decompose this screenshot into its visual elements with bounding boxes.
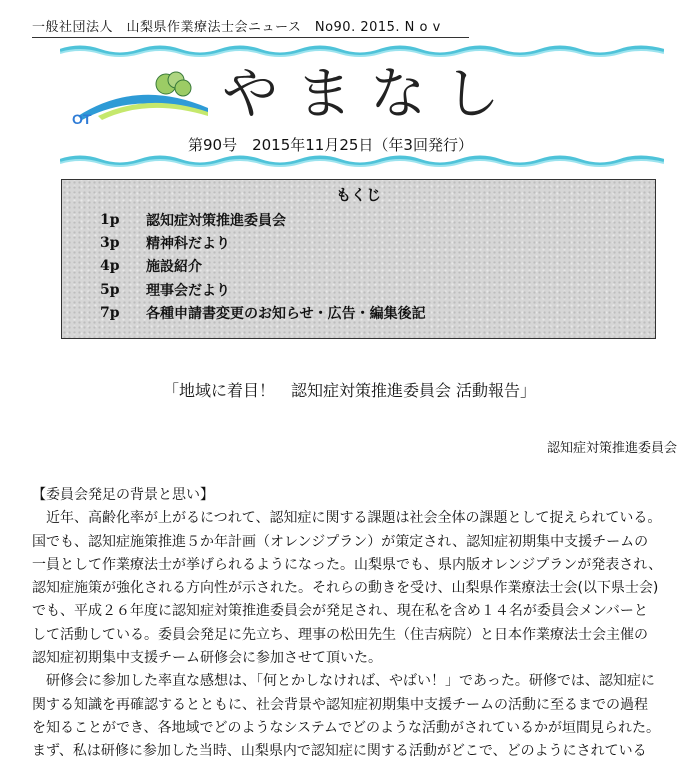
- toc-page-number: 3p: [100, 235, 120, 252]
- article-body: [32, 484, 672, 764]
- decorative-wave-bottom: [60, 154, 664, 168]
- article-line: 一員として作業療法士が挙げられるようになった。山梨県でも、県内版オレンジプランが発表され、: [32, 556, 663, 573]
- newsletter-title: やまなし: [222, 62, 518, 127]
- article-title: 「地域に着目！ 認知症対策推進委員会 活動報告」: [162, 381, 537, 400]
- toc-item-label: 理事会だより: [146, 282, 230, 299]
- article-line: 近年、高齢化率が上がるにつれて、認知症に関する課題は社会全体の課題として捉えられている。: [32, 510, 662, 527]
- decorative-wave-top: [60, 44, 664, 58]
- toc-item-label: 各種申請書変更のお知らせ・広告・編集後記: [146, 306, 426, 323]
- article-line: 関する知識を再確認するとともに、社会背景や認知症初期集中支援チームの活動に至るまでの過程: [32, 696, 648, 713]
- toc-list: [100, 208, 426, 325]
- toc-item-label: 精神科だより: [146, 236, 230, 253]
- issue-line: 第90号 2015年11月25日（年3回発行）: [188, 136, 473, 154]
- article-author: 認知症対策推進委員会: [546, 441, 677, 456]
- article-line: でも、平成２６年度に認知症対策推進委員会が発足され、現在私を含め１４名が委員会メンバーと: [32, 603, 648, 620]
- toc-item: [100, 255, 426, 278]
- logo-text: OT: [72, 111, 92, 127]
- article-line: 認知症初期集中支援チーム研修会に参加させて頂いた。: [32, 650, 382, 667]
- article-line: 国でも、認知症施策推進５か年計画（オレンジプラン）が策定され、認知症初期集中支援チームの: [32, 533, 649, 550]
- table-of-contents: [61, 179, 656, 339]
- toc-page-number: 5p: [100, 281, 120, 298]
- toc-item: [100, 208, 426, 231]
- newsletter-header: 一般社団法人 山梨県作業療法士会ニュース No90. 2015. N o v: [32, 16, 469, 38]
- article-section-heading: 【委員会発足の背景と思い】: [32, 487, 214, 503]
- toc-page-number: 7p: [100, 305, 120, 322]
- toc-item-label: 施設紹介: [146, 259, 202, 276]
- toc-item: [100, 231, 426, 254]
- toc-page-number: 4p: [100, 258, 120, 275]
- toc-item: [100, 302, 426, 325]
- article-line: 認知症施策が強化される方向性が示された。それらの動きを受け、山梨県作業療法士会(以下県士会): [32, 580, 659, 597]
- article-line: 研修会に参加した率直な感想は、「何とかしなければ、やばい！」であった。研修では、認知症に: [32, 673, 655, 690]
- article-line: まず、私は研修に参加した当時、山梨県内で認知症に関する活動がどこで、どのようにされている: [32, 743, 647, 760]
- toc-item: [100, 278, 426, 301]
- toc-page-number: 1p: [100, 211, 120, 228]
- ot-logo: [68, 68, 218, 128]
- article-line: を知ることができ、各地域でどのようなシステムでどのような活動がされているかが垣間見られた。: [32, 719, 661, 736]
- article-line: して活動している。委員会発足に先立ち、理事の松田先生（住吉病院）と日本作業療法士会主催の: [32, 626, 648, 643]
- toc-item-label: 認知症対策推進委員会: [146, 212, 286, 229]
- toc-heading: もくじ: [335, 186, 381, 204]
